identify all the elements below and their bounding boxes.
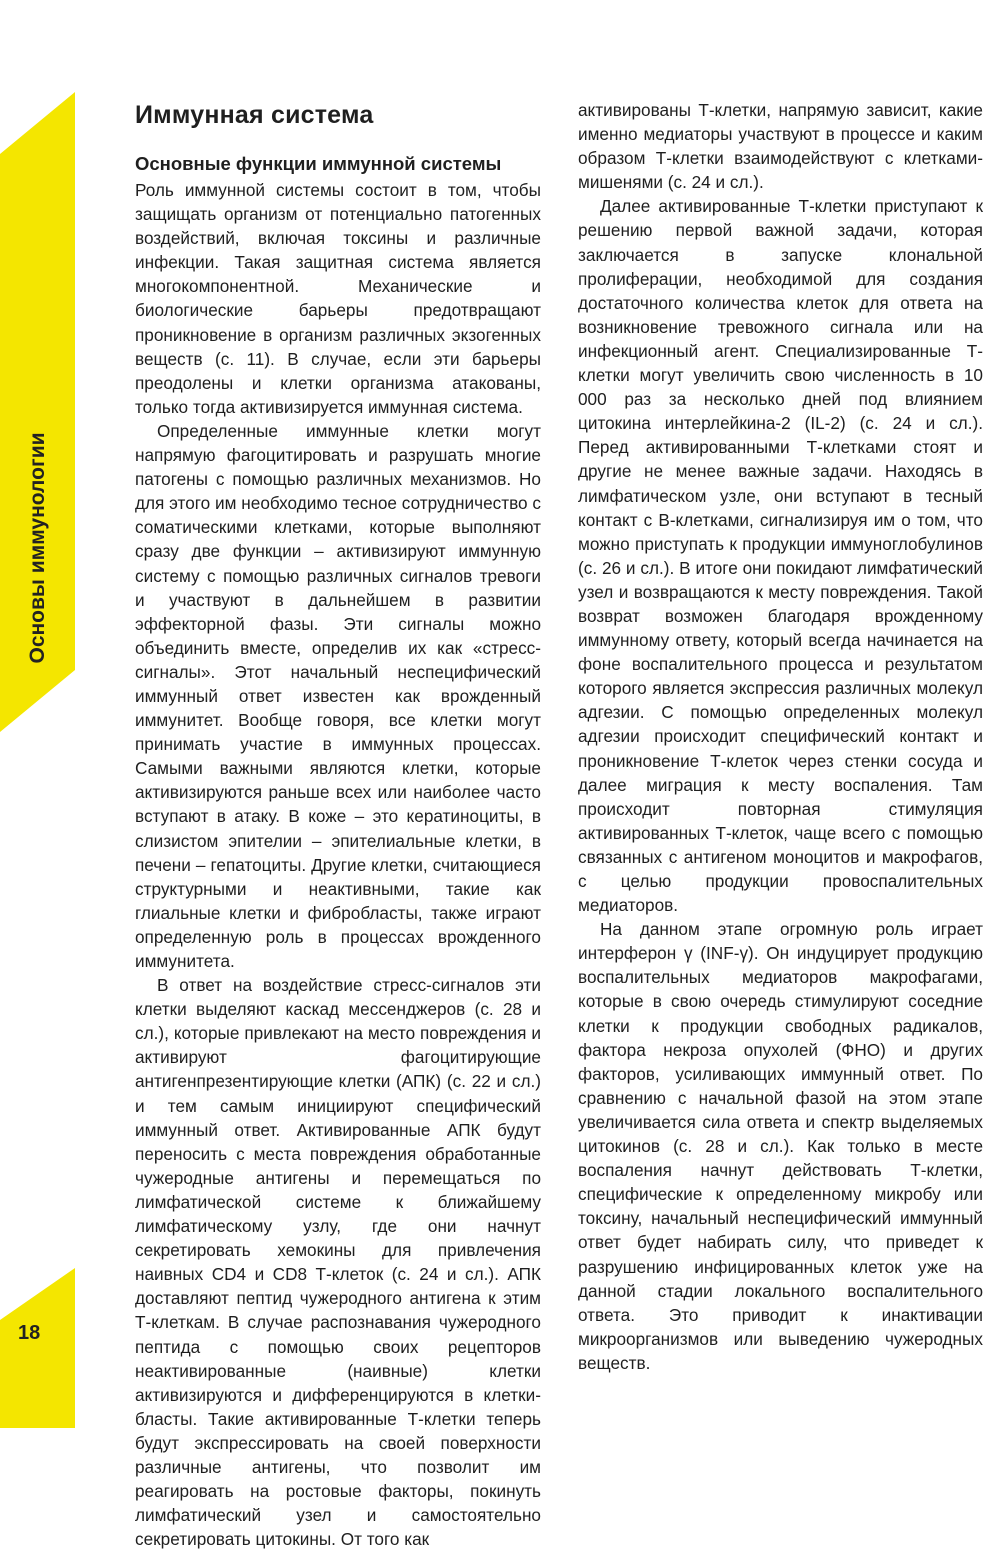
paragraph: На данном этапе огромную роль играет интерферон γ (INF-γ). Он индуцирует продукцию воспалительных медиаторов макрофагами, которые в свою очередь стимулируют соседние клетки к продукции свободных радикалов, фактора некроза опухолей (ФНО) и других факторов, усиливающих иммунный ответ. По сравнению с начальной фазой на этом этапе увеличивается сила ответа и спектр выделяемых цитокинов (с. 28 и сл.). Как только в месте воспаления начнут действовать Т-клетки, специфические к определенному микробу или токсину, начальный неспецифический иммунный ответ будет набирать силу, что приведет к разрушению инфицированных клеток уже на данной стадии локального воспалительного ответа. Это приводит к инактивации микроорганизмов или выведению чужеродных веществ. <box>578 919 983 1373</box>
paragraph: активированы Т-клетки, напрямую зависит, какие именно медиаторы участвуют в процессе и каким образом Т-клетки взаимодействуют с клетками-мишенями (с. 24 и сл.). <box>578 100 983 193</box>
right-column <box>578 98 983 1375</box>
paragraph: Определенные иммунные клетки могут напрямую фагоцитировать и разрушать многие патогены с помощью различных механизмов. Но для этого им необходимо тесное сотрудничество с соматическими клетками, которые выполняют сразу две функции – активизируют иммунную систему с помощью различных сигналов тревоги и участвуют в дальнейшем в развитии эффекторной фазы. Эти сигналы можно объединить вместе, определив их как «стресс-сигналы». Этот начальный неспецифический иммунный ответ известен как врожденный иммунитет. Вообще говоря, все клетки могут принимать участие в иммунных процессах. Самыми важными являются клетки, которые активизируются раньше всех или наиболее часто вступают в атаку. В коже – это кератиноциты, в слизистом эпителии – эпителиальные клетки, в печени – гепатоциты. Другие клетки, считающиеся структурными и неактивными, такие как глиальные клетки и фибробласты, также играют определенную роль в процессах врожденного иммунитета. <box>135 420 541 971</box>
page-number: 18 <box>18 1322 41 1344</box>
side-tab-lower <box>0 1268 75 1428</box>
section-subtitle: Основные функции иммунной системы <box>135 153 502 174</box>
page-title: Иммунная система <box>135 101 374 129</box>
left-column <box>135 96 541 1551</box>
paragraph: Далее активированные Т-клетки приступают к решению первой важной задачи, которая заключается в запуске клональной пролиферации, необходимой для создания достаточного количества клеток для ответа на возникновение тревожного сигнала или на инфекционный агент. Специализированные Т-клетки могут увеличить свою численность в 10 000 раз за несколько дней под влиянием цитокина интерлейкина-2 (IL-2) (с. 24 и сл.). Перед активированными Т-клетками стоят и другие не менее важные задачи. Находясь в лимфатическом узле, они вступают в тесный контакт с В-клетками, сигнализируя им о том, что можно приступать к продукции иммуноглобулинов (с. 26 и сл.). В итоге они покидают лимфатический узел и возвращаются к месту повреждения. Такой возврат возможен благодаря врожденному иммунному ответу, который всегда начинается на фоне воспалительного процесса и результатом которого является экспрессия различных молекул адгезии. С помощью определенных молекул адгезии происходит специфический контакт и проникновение Т-клеток через стенки сосуда и далее миграция к месту воспаления. Там происходит повторная стимуляция активированных Т-клеток, чаще всего с помощью связанных с антигеном моноцитов и макрофагов, с целью продукции провоспалительных медиаторов. <box>578 196 983 916</box>
paragraph: В ответ на воздействие стресс-сигналов эти клетки выделяют каскад мессенджеров (с. 28 и сл.), которые привлекают на место повреждения и активируют фагоцитирующие антигенпрезентирующие клетки (АПК) (с. 22 и сл.) и тем самым инициируют специфический иммунный ответ. Активированные АПК будут переносить с места повреждения обработанные чужеродные антигены и перемещаться по лимфатической системе к ближайшему лимфатическому узлу, где они начнут секретировать хемокины для привлечения наивных CD4 и CD8 Т-клеток (с. 24 и сл.). АПК доставляют пептид чужеродного антигена к этим Т-клеткам. В случае распознавания чужеродного пептида с помощью своих рецепторов неактивированные (наивные) клетки активизируются и дифференцируются в клетки-бласты. Такие активированные Т-клетки теперь будут экспрессировать на своей поверхности различные антигены, что позволит им реагировать на ростовые факторы, покинуть лимфатический узел и самостоятельно секретировать цитокины. От того как <box>135 975 541 1550</box>
paragraph: Роль иммунной системы состоит в том, чтобы защищать организм от потенциально патогенных воздействий, включая токсины и различные инфекции. Такая защитная система является многокомпонентной. Механические и биологические барьеры предотвращают проникновение в организм различных экзогенных веществ (с. 11). В случае, если эти барьеры преодолены и клетки организма атакованы, только тогда активизируется иммунная система. <box>135 180 541 417</box>
section-side-label: Основы иммунологии <box>26 432 49 664</box>
